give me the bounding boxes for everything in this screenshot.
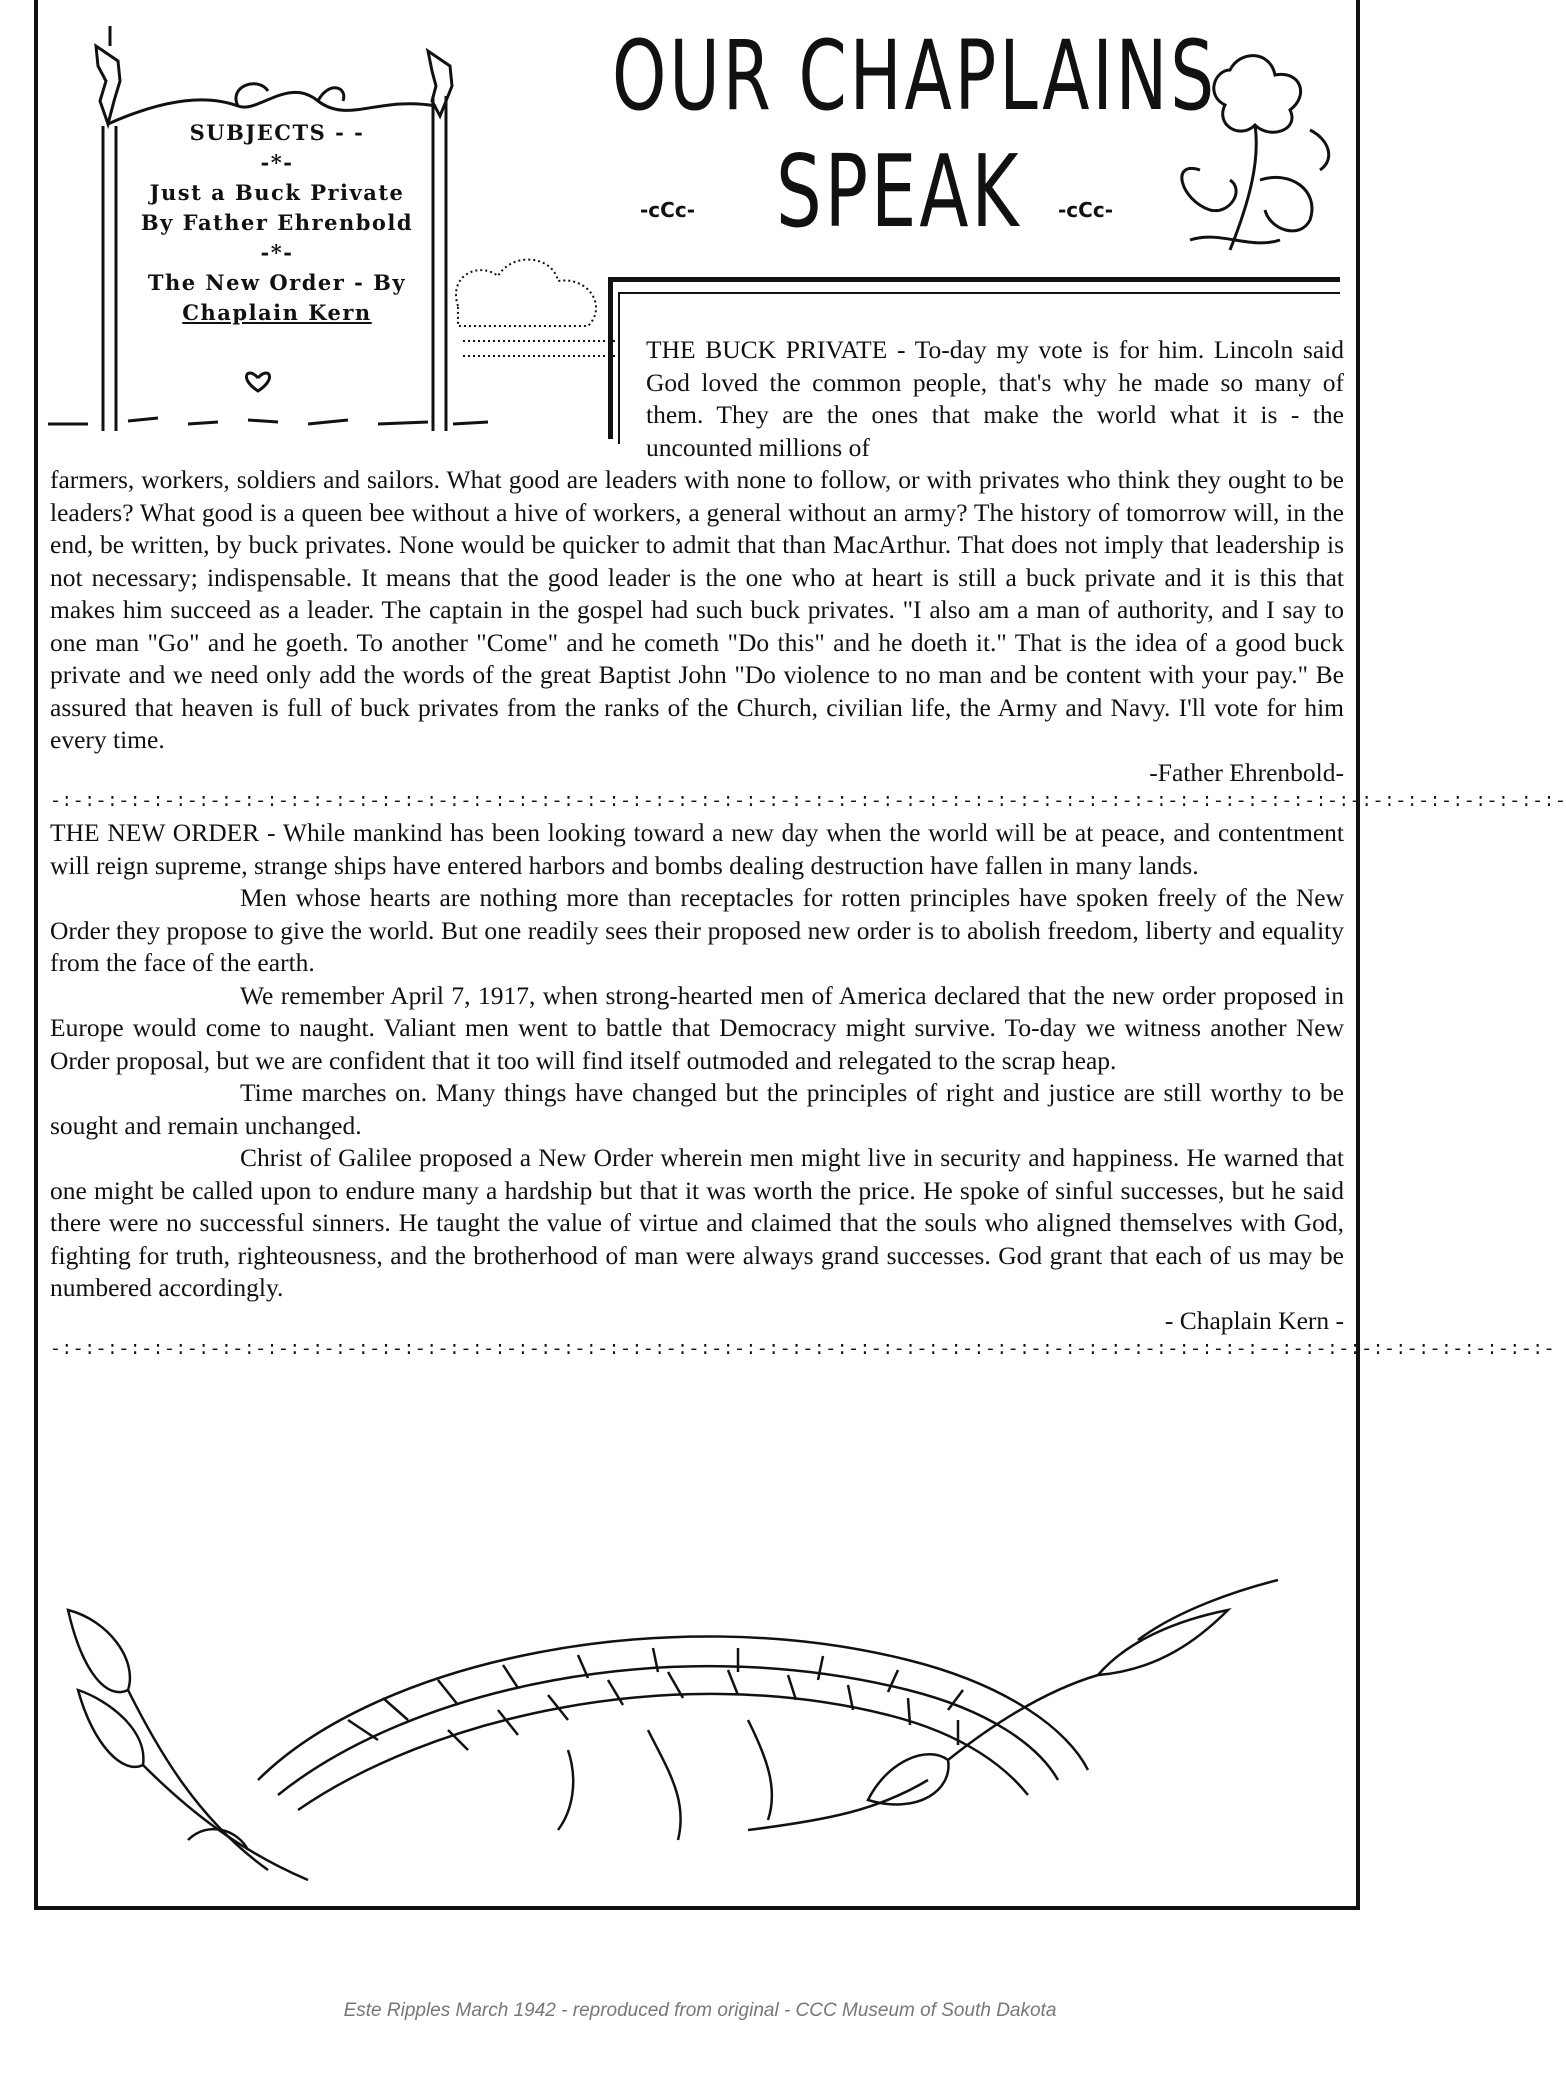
divider: -:-:-:-:-:-:-:-:-:-:-:-:-:-:-:-:-:-:-:-:-:-:-:-:-:-:-:-:-:-:-:-:-:-:-:-:-:-:-:-:-:-:-:-:-:-:-:-:-:-:-:-:-:--:-:-:-:-:-:-:-:-:-:-:-:-: [50, 1340, 1556, 1360]
header-rule-vertical: [608, 277, 613, 439]
subjects-heading: SUBJECTS - -: [189, 120, 365, 145]
subjects-separator: -*-: [260, 240, 294, 265]
article-new-order-p4: Time marches on. Many things have changed but the principles of right and justice are still worthy to be sought and remain unchanged.: [50, 1078, 1344, 1140]
subject-2-title: The New Order - By: [147, 270, 407, 295]
page-title-line1: OUR CHAPLAINS: [612, 20, 1217, 132]
divider: -:-:-:-:-:-:-:-:-:-:-:-:-:-:-:-:-:-:-:-:-:-:-:-:-:-:-:-:-:-:-:-:-:-:-:-:-:-:-:-:-:-:-:-:-:-:-:-:-:-:-:-:-:-:-:-:-:-:-:-:-:-:-:-:-:-:-: [50, 792, 1566, 812]
article-buck-private-body: farmers, workers, soldiers and sailors. What good are leaders with none to follow, or with privates who think they ought to be leaders? What good is a queen bee without a hive of workers, a general without an army? The history of tomorrow will, in the end, be written, by buck privates. None would be quicker to admit that than MacArthur. That does not imply that leadership is not necessary; indispensable. It means that the good leader is the one who at heart is still a buck private and it is this that makes him succeed as a leader. The captain in the gospel had such buck privates. "I also am a man of authority, and I say to one man "Go" and he goeth. To another "Come" and he cometh "Do this" and he doeth it." That is the idea of a good buck private and we need only add the words of the great Baptist John "Do violence to no man and be content with your pay." Be assured that heaven is full of buck privates from the ranks of the Church, civilian life, the Army and Navy. I'll vote for him every time.: [50, 465, 1344, 754]
main-text: [50, 464, 1566, 1365]
article-buck-private-intro: THE BUCK PRIVATE - To-day my vote is for him. Lincoln said God loved the common people, that's why he made so many of them. They are the ones that make the world what it is - the uncounted millions of: [646, 335, 1344, 462]
article-new-order-signature: - Chaplain Kern -: [1164, 1305, 1344, 1335]
ccc-mark-right: -cCc-: [1058, 198, 1113, 222]
subject-1-author: By Father Ehrenbold: [140, 210, 414, 235]
article-buck-private-signature: -Father Ehrenbold-: [1149, 757, 1344, 787]
header-rule: [608, 277, 1340, 282]
wheat-flower-illustration: [48, 1580, 1348, 1890]
subjects-separator: -*-: [260, 150, 294, 175]
footer-credit: Este Ripples March 1942 - reproduced from original - CCC Museum of South Dakota: [343, 2000, 1057, 2021]
article-new-order-p3: We remember April 7, 1917, when strong-hearted men of America declared that the new order proposed in Europe would come to naught. Valiant men went to battle that Democracy might survive. To-day we witness another New Order proposal, but we are confident that it too will find itself outmoded and relegated to the scrap heap.: [50, 980, 1344, 1075]
header-rule-inner: [618, 292, 1340, 294]
subjects-box: [112, 118, 442, 418]
article-new-order-p2: Men whose hearts are nothing more than receptacles for rotten principles have spoken freely of the New Order they propose to give the world. But one readily sees their proposed new order is to abolish freedom, liberty and equality from the face of the earth.: [50, 883, 1344, 977]
header-rule-vertical-inner: [618, 292, 620, 444]
subject-1-title: Just a Buck Private: [149, 180, 405, 205]
ccc-mark-left: -cCc-: [640, 198, 695, 222]
page-title-line2: SPEAK: [776, 133, 1022, 250]
subject-2-author: Chaplain Kern: [182, 300, 372, 325]
article-new-order-p5: Christ of Galilee proposed a New Order wherein men might live in security and happiness. He warned that one might be called upon to endure many a hardship but that it was worth the price. He spoke of sinful successes, but he said there were no successful sinners. He taught the value of virtue and claimed that the souls who aligned themselves with God, fighting for truth, righteousness, and the brotherhood of man were always grand successes. God grant that each of us may be numbered accordingly.: [50, 1143, 1344, 1302]
article-new-order-p1: THE NEW ORDER - While mankind has been looking toward a new day when the world will be at peace, and contentment will reign supreme, strange ships have entered harbors and bombs dealing destruction have fallen in many lands.: [50, 818, 1344, 880]
